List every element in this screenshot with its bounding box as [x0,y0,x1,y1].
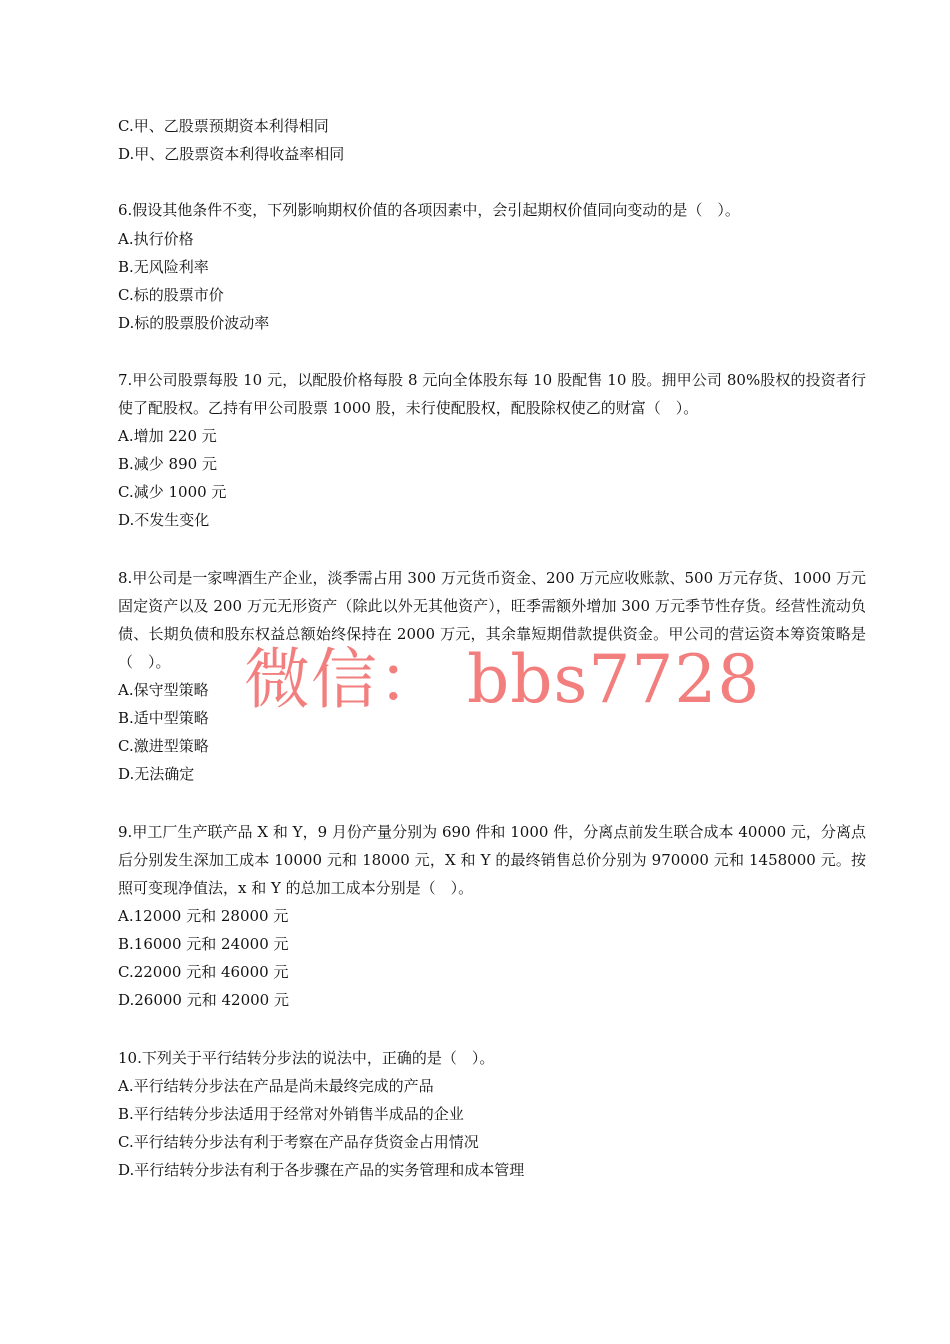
q6-option-b: B.无风险利率 [118,258,209,276]
q9-option-a: A.12000 元和 28000 元 [118,907,289,925]
q9-option-d: D.26000 元和 42000 元 [118,991,289,1009]
q8-option-d: D.无法确定 [118,765,195,783]
watermark-text: 微信： bbs7728 [244,641,761,718]
q5-option-c: C.甲、乙股票预期资本利得相同 [118,117,329,135]
q8-option-b: B.适中型策略 [118,709,209,727]
q8-stem: 8.甲公司是一家啤酒生产企业，淡季需占用 300 万元货币资金、200 万元应收账款、500 万元存货、1000 万元固定资产以及 200 万元无形资产（除此以外无其他资产），旺季需额外增加 300 万元季节性存货。经营性流动负债、长期负债和股东权益总额始终保持在 2000 万元，其余靠短期借款提供资金。甲公司的营运资本筹资策略是（ ）。 [118,569,866,671]
q6-option-a: A.执行价格 [118,230,194,248]
q8-option-a: A.保守型策略 [118,681,209,699]
q10-stem: 10.下列关于平行结转分步法的说法中，正确的是（ ）。 [118,1049,495,1067]
q10-option-b: B.平行结转分步法适用于经常对外销售半成品的企业 [118,1105,464,1123]
q8-option-c: C.激进型策略 [118,737,209,755]
q7-option-c: C.减少 1000 元 [118,483,227,501]
q5-option-d: D.甲、乙股票资本利得收益率相同 [118,145,345,163]
q7-option-b: B.减少 890 元 [118,455,217,473]
q10-option-d: D.平行结转分步法有利于各步骤在产品的实务管理和成本管理 [118,1161,525,1179]
q7-option-d: D.不发生变化 [118,511,210,529]
q7-option-a: A.增加 220 元 [118,427,217,445]
q9-stem: 9.甲工厂生产联产品 X 和 Y，9 月份产量分别为 690 件和 1000 件，分离点前发生联合成本 40000 元，分离点后分别发生深加工成本 10000 元和 18000 元，X 和 Y 的最终销售总价分别为 970000 元和 1458000 元。按照可变现净值法，x 和 Y 的总加工成本分别是（ ）。 [118,823,866,897]
q6-option-d: D.标的股票股价波动率 [118,314,270,332]
q10-option-a: A.平行结转分步法在产品是尚未最终完成的产品 [118,1077,434,1095]
q6-stem: 6.假设其他条件不变，下列影响期权价值的各项因素中，会引起期权价值同向变动的是（ ）。 [118,201,740,219]
q6-option-c: C.标的股票市价 [118,286,224,304]
q9-option-b: B.16000 元和 24000 元 [118,935,289,953]
q9-option-c: C.22000 元和 46000 元 [118,963,289,981]
q7-stem: 7.甲公司股票每股 10 元，以配股价格每股 8 元向全体股东每 10 股配售 10 股。拥甲公司 80%股权的投资者行使了配股权。乙持有甲公司股票 1000 股，未行使配股权，配股除权使乙的财富（ ）。 [118,371,866,417]
q10-option-c: C.平行结转分步法有利于考察在产品存货资金占用情况 [118,1133,479,1151]
